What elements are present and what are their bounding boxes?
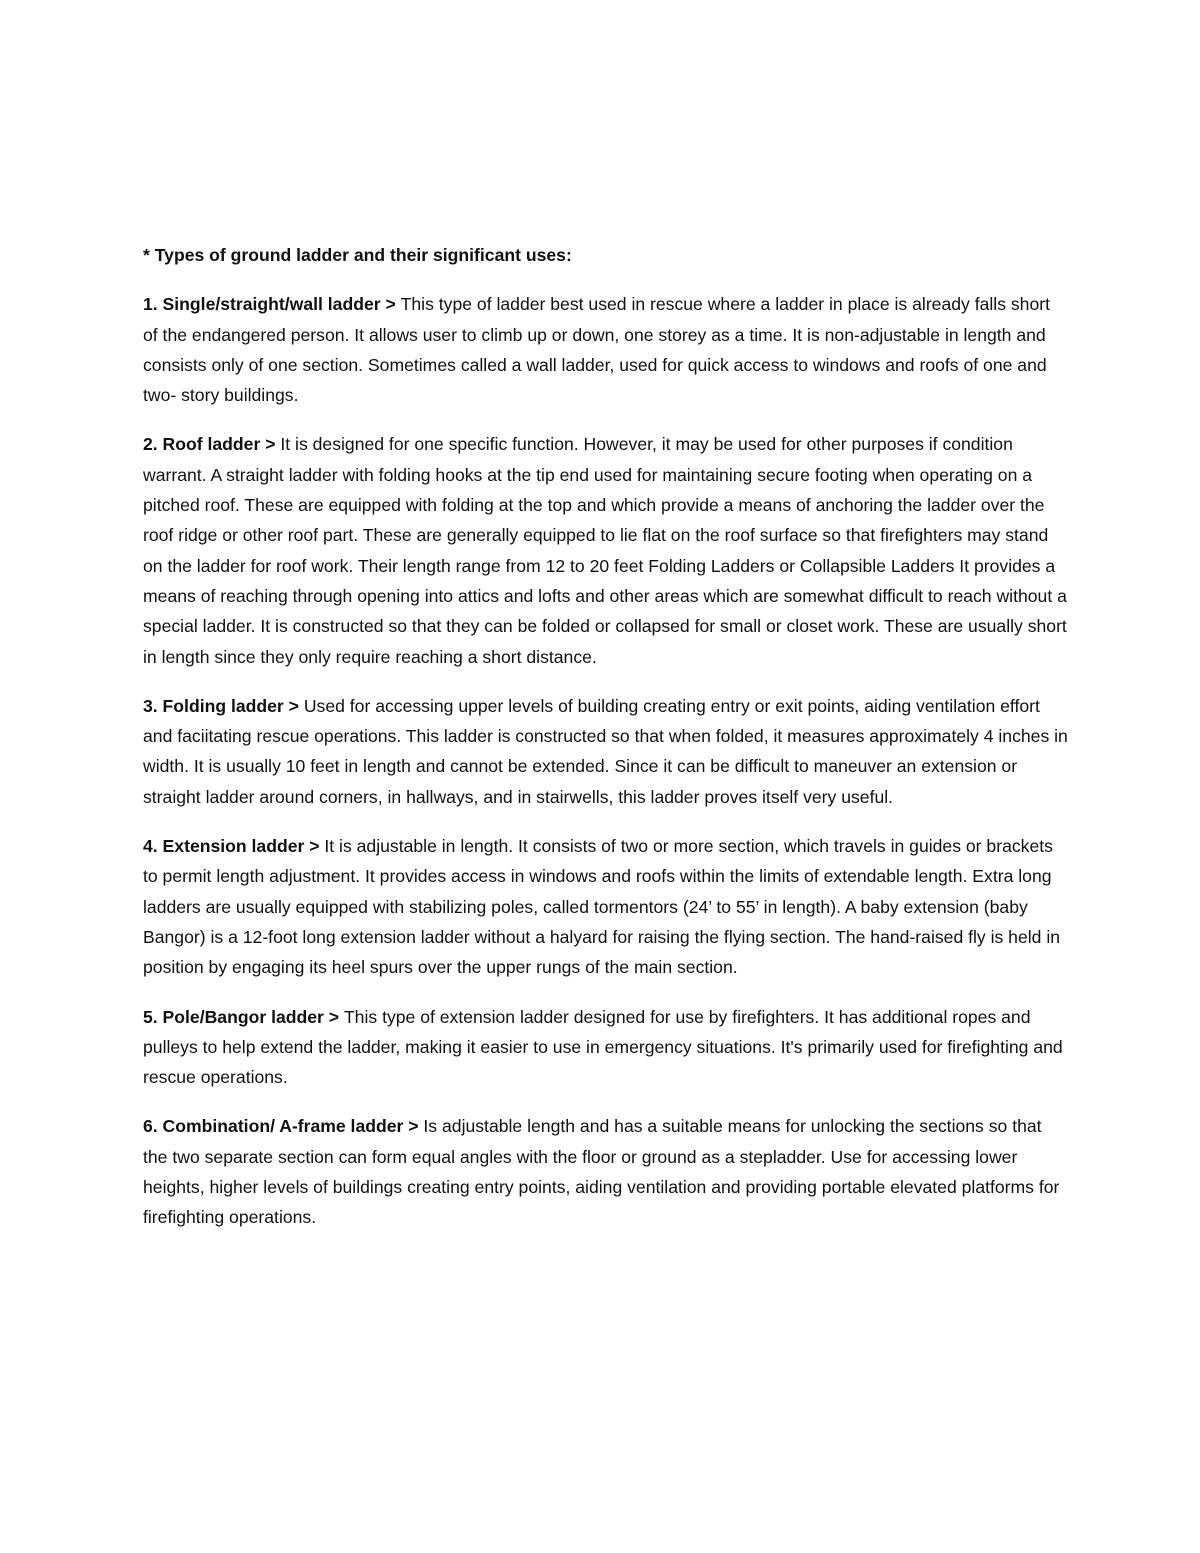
item-separator: > [323,1006,344,1027]
item-text: This type of extension ladder designed for use by firefighters. It has additional ropes and pulleys to help extend the ladder, making it easier to use in emergency situations. It's primarily used for firefighting and rescue operations. [143,1006,1063,1088]
item-separator: > [380,294,401,315]
item-title: 5. Pole/Bangor ladder [143,1006,324,1027]
item-text: It is adjustable in length. It consists of two or more section, which travels in guides or brackets to permit length adjustment. It provides access in windows and roofs within the limits of extendable length. Extra long ladders are usually equipped with stabilizing poles, called tormentors (24’ to 55’ in length). A baby extension (baby Bangor) is a 12-foot long extension ladder without a halyard for raising the flying section. The hand-raised fly is held in position by engaging its heel spurs over the upper rungs of the main section. [143,836,1061,978]
item-text: It is designed for one specific function. However, it may be used for other purposes if condition warrant. A straight ladder with folding hooks at the tip end used for maintaining secure footing when operating on a pitched roof. These are equipped with folding at the top and which provide a means of anchoring the ladder over the roof ridge or other roof part. These are generally equipped to lie flat on the roof surface so that firefighters may stand on the ladder for roof work. Their length range from 12 to 20 feet Folding Ladders or Collapsible Ladders It provides a means of reaching through opening into attics and lofts and other areas which are somewhat difficult to reach without a special ladder. It is constructed so that they can be folded or collapsed for small or closet work. These are usually short in length since they only require reaching a short distance. [143,434,1067,667]
item-text: Used for accessing upper levels of building creating entry or exit points, aiding ventilation effort and faciitating rescue operations. This ladder is constructed so that when folded, it measures approximately 4 inches in width. It is usually 10 feet in length and cannot be extended. Since it can be difficult to maneuver an extension or straight ladder around corners, in hallways, and in stairwells, this ladder proves itself very useful. [143,695,1068,807]
item-title: 1. Single/straight/wall ladder [143,294,381,315]
item-title: 3. Folding ladder [143,695,284,716]
item-title: 6. Combination/ A-frame ladder [143,1116,404,1137]
item-text: This type of ladder best used in rescue where a ladder in place is already falls short of the endangered person. It allows user to climb up or down, one storey as a time. It is non-adjustable in length and consists only of one section. Sometimes called a wall ladder, used for quick access to windows and roofs of one and two- story buildings. [143,294,1051,406]
ladder-item-single [143,289,1068,410]
ladder-item-extension [143,831,1068,982]
ladder-item-pole-bangor [143,1002,1068,1093]
item-title: 2. Roof ladder [143,434,261,455]
ladder-item-combination [143,1111,1068,1232]
ladder-item-folding [143,691,1068,812]
document-heading: * Types of ground ladder and their significant uses: [143,245,572,265]
ladder-item-roof [143,429,1068,671]
item-title: 4. Extension ladder [143,836,305,857]
item-separator: > [304,836,325,857]
item-separator: > [283,695,304,716]
item-separator: > [403,1116,424,1137]
document-page [143,240,1068,1252]
item-text: Is adjustable length and has a suitable means for unlocking the sections so that the two separate section can form equal angles with the floor or ground as a stepladder. Use for accessing lower heights, higher levels of buildings creating entry points, aiding ventilation and providing portable elevated platforms for firefighting operations. [143,1116,1060,1228]
item-separator: > [260,434,281,455]
